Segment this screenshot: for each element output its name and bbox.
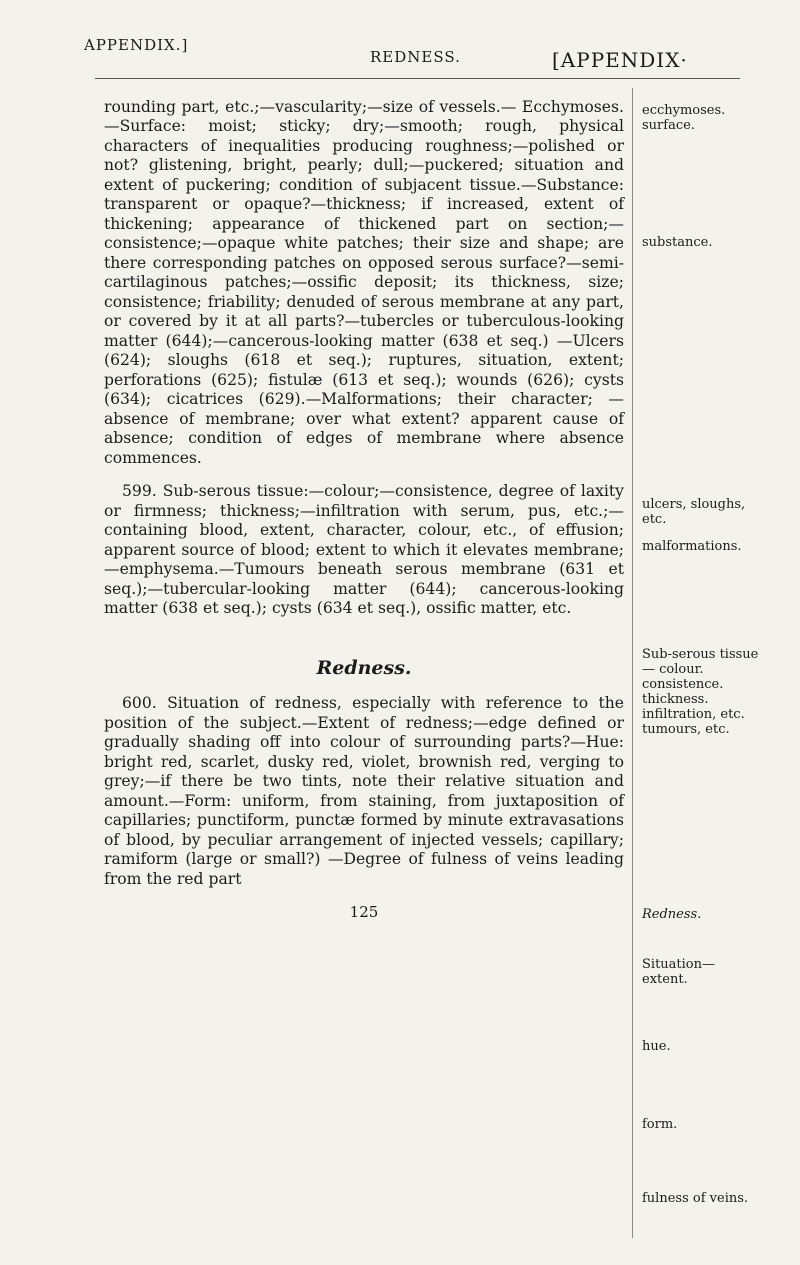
main-text <box>104 98 624 922</box>
section-title-redness: Redness. <box>316 656 412 679</box>
page-number: 125 <box>349 903 379 922</box>
margin-note-malformations: malformations. <box>642 539 742 554</box>
margin-note-situation: Situation— extent. <box>642 957 715 987</box>
header-rule <box>95 78 740 79</box>
running-head-right: [APPENDIX· <box>552 48 688 72</box>
margin-note-form: form. <box>642 1117 678 1132</box>
margin-rule <box>632 88 633 1238</box>
running-head-left: APPENDIX.] <box>84 36 189 54</box>
margin-note-subserous: Sub-serous tissue— colour. consistence. thickness. infiltration, etc. tumours, etc. <box>642 647 759 737</box>
margin-note-ulcers: ulcers, sloughs, etc. <box>642 497 746 527</box>
margin-note-ecchymoses: ecchymoses. surface. <box>642 103 726 133</box>
margin-note-substance: substance. <box>642 235 713 250</box>
running-head-title: REDNESS. <box>370 48 461 66</box>
margin-note-fulness: fulness of veins. <box>642 1191 749 1206</box>
paragraph-serous-surface: rounding part, etc.;—vascularity;—size of vessels.— Ecchymoses.—Surface: moist; sticky; dry;—smooth; rough, physical characters of inequalities producing roughness;—polished or not? glistening, bright, pearly; dull;—puckered; situation and extent of puckering; condition of subjacent tissue.—Substance: transparent or opaque?—thickness; if increased, extent of thickening; appearance of thickened part on section;—consistence;—opaque white patches; their size and shape; are there corresponding patches on opposed serous surface?—semi-cartilaginous patches;—ossific deposit; its thickness, size; consistence; friability; denuded of serous membrane at any part, or covered by it at all parts?—tubercles or tuberculous-looking matter (644);—cancerous-looking matter (638 et seq.) —Ulcers (624); sloughs (618 et seq.); ruptures, situation, extent; perforations (625); fistulæ (613 et seq.); wounds (626); cysts (634); cicatrices (629).—Malformations; their character; —absence of membrane; over what extent? apparent cause of absence; condition of edges of membrane where absence commences. <box>104 98 624 467</box>
paragraph-599: 599. Sub-serous tissue:—colour;—consistence, degree of laxity or firmness; thickness;—infiltration with serum, pus, etc.;—containing blood, extent, character, colour, etc., of effusion; apparent source of blood; extent to which it elevates membrane;—emphysema.—Tumours beneath serous membrane (631 et seq.);—tubercular-looking matter (644); cancerous-looking matter (638 et seq.); cysts (634 et seq.), ossific matter, etc. <box>104 482 624 618</box>
paragraph-600: 600. Situation of redness, especially with reference to the position of the subject.—Extent of redness;—edge defined or gradually shading off into colour of surrounding parts?—Hue: bright red, scarlet, dusky red, violet, brownish red, verging to grey;—if there be two tints, note their relative situation and amount.—Form: uniform, from staining, from juxtaposition of capillaries; punctiform, punctæ formed by minute extravasations of blood, by peculiar arrangement of injected vessels; capillary; ramiform (large or small?) —Degree of fulness of veins leading from the red part <box>104 694 624 888</box>
page-header <box>0 0 800 70</box>
margin-note-hue: hue. <box>642 1039 671 1054</box>
margin-note-redness: Redness. <box>642 907 702 922</box>
